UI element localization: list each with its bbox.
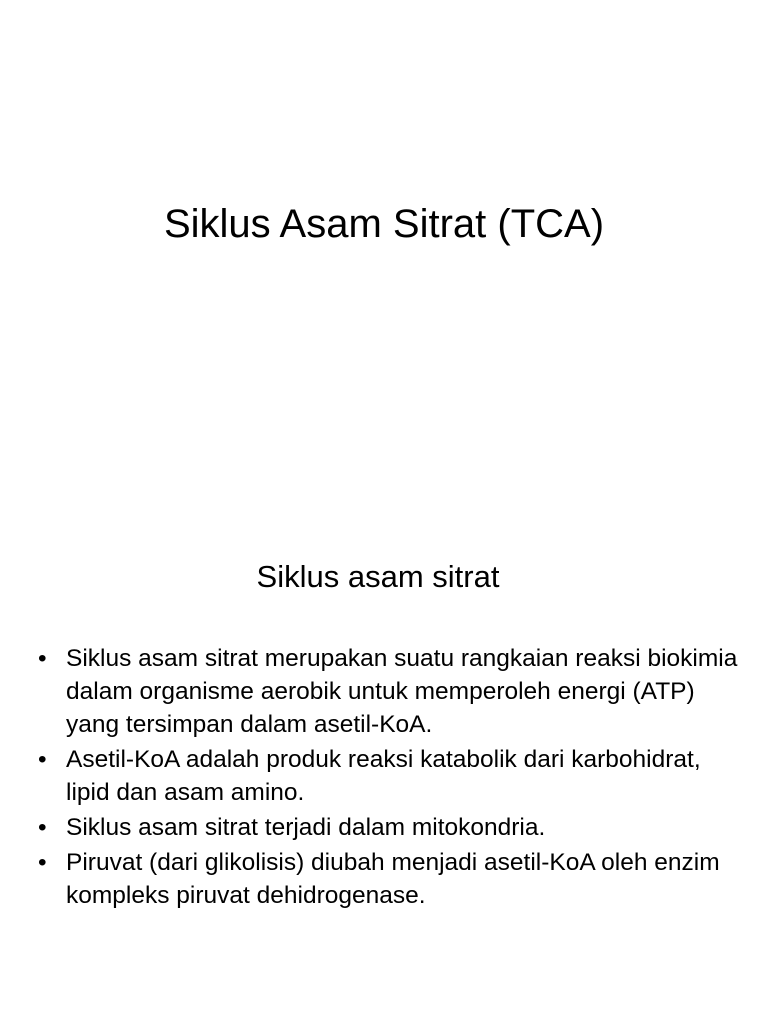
list-item xyxy=(38,642,750,741)
list-item xyxy=(38,811,750,844)
section-heading: Siklus asam sitrat xyxy=(256,559,500,594)
bullet-icon: • xyxy=(38,746,47,773)
list-item xyxy=(38,743,750,809)
bullet-text: Piruvat (dari glikolisis) diubah menjadi asetil-KoA oleh enzim kompleks piruvat dehidrogenase. xyxy=(66,849,720,909)
bullet-list xyxy=(38,642,750,914)
bullet-icon: • xyxy=(38,849,47,876)
bullet-icon: • xyxy=(38,645,47,672)
list-item xyxy=(38,846,750,912)
slide-title: Siklus Asam Sitrat (TCA) xyxy=(163,202,605,246)
bullet-icon: • xyxy=(38,814,47,841)
bullet-text: Siklus asam sitrat merupakan suatu rangkaian reaksi biokimia dalam organisme aerobik untuk memperoleh energi (ATP) yang tersimpan dalam asetil-KoA. xyxy=(66,645,738,738)
bullet-text: Siklus asam sitrat terjadi dalam mitokondria. xyxy=(66,814,546,841)
bullet-text: Asetil-KoA adalah produk reaksi katabolik dari karbohidrat, lipid dan asam amino. xyxy=(66,746,701,806)
